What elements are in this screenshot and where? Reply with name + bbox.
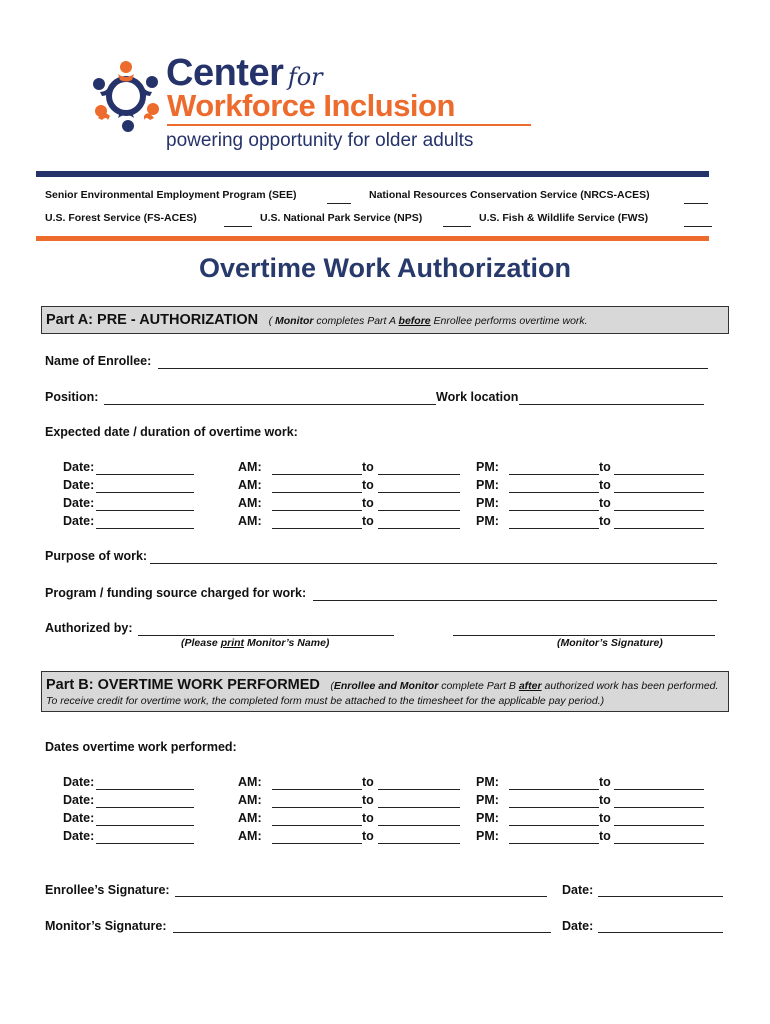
pm-to-label: to: [599, 793, 611, 807]
enrollee-signature-field[interactable]: [175, 896, 547, 897]
am-label: AM:: [238, 793, 262, 807]
am-end-field[interactable]: [378, 789, 460, 790]
enrollee-date-field[interactable]: [598, 896, 723, 897]
am-label: AM:: [238, 811, 262, 825]
pm-start-field[interactable]: [509, 843, 599, 844]
monitor-signature-field[interactable]: [453, 635, 715, 636]
part-b-note: (Enrollee and Monitor complete Part B after authorized work has been performed.: [330, 680, 719, 692]
date-label: Date:: [63, 460, 95, 474]
date-label: Date:: [63, 775, 95, 789]
pm-to-label: to: [599, 829, 611, 843]
program-fs: U.S. Forest Service (FS-ACES): [45, 212, 197, 224]
am-start-field[interactable]: [272, 492, 362, 493]
program-funding-label: Program / funding source charged for work:: [45, 586, 307, 600]
am-to-label: to: [362, 460, 374, 474]
pm-end-field[interactable]: [614, 825, 704, 826]
am-end-field[interactable]: [378, 825, 460, 826]
date-field[interactable]: [96, 492, 194, 493]
program-nps-blank[interactable]: [443, 226, 471, 227]
am-label: AM:: [238, 775, 262, 789]
logo-tagline: powering opportunity for older adults: [166, 130, 474, 151]
pm-end-field[interactable]: [614, 492, 704, 493]
am-start-field[interactable]: [272, 528, 362, 529]
pm-to-label: to: [599, 460, 611, 474]
date-field[interactable]: [96, 789, 194, 790]
logo-workforce-inclusion: Workforce Inclusion: [167, 88, 455, 123]
pm-label: PM:: [476, 478, 499, 492]
date-label: Date:: [63, 811, 95, 825]
date-field[interactable]: [96, 807, 194, 808]
program-see-blank[interactable]: [327, 203, 351, 204]
program-funding-field[interactable]: [313, 600, 717, 601]
logo-for-text: for: [287, 63, 323, 91]
part-b-header: [41, 671, 729, 712]
name-of-enrollee-label: Name of Enrollee:: [45, 354, 152, 368]
work-location-label: Work location: [436, 390, 519, 404]
pm-label: PM:: [476, 496, 499, 510]
page-title: Overtime Work Authorization: [198, 253, 572, 283]
am-to-label: to: [362, 793, 374, 807]
date-label: Date:: [63, 478, 95, 492]
dates-performed-label: Dates overtime work performed:: [45, 740, 237, 754]
am-to-label: to: [362, 514, 374, 528]
am-end-field[interactable]: [378, 528, 460, 529]
date-label: Date:: [63, 793, 95, 807]
am-end-field[interactable]: [378, 492, 460, 493]
logo-center-text: Center: [166, 52, 284, 94]
pm-label: PM:: [476, 460, 499, 474]
date-label: Date:: [63, 514, 95, 528]
part-a-title: Part A: PRE - AUTHORIZATION: [46, 312, 259, 328]
authorized-by-label: Authorized by:: [45, 621, 133, 635]
enrollee-signature-label: Enrollee’s Signature:: [45, 883, 170, 897]
part-b-note-line2: To receive credit for overtime work, the completed form must be attached to the timesheet for the applicable pay period.): [46, 695, 605, 707]
pm-to-label: to: [599, 775, 611, 789]
monitor-name-field[interactable]: [138, 635, 394, 636]
pm-label: PM:: [476, 793, 499, 807]
program-fs-blank[interactable]: [224, 226, 252, 227]
program-fws: U.S. Fish & Wildlife Service (FWS): [479, 212, 649, 224]
am-end-field[interactable]: [378, 510, 460, 511]
am-to-label: to: [362, 496, 374, 510]
am-label: AM:: [238, 829, 262, 843]
pm-end-field[interactable]: [614, 843, 704, 844]
am-end-field[interactable]: [378, 843, 460, 844]
am-to-label: to: [362, 478, 374, 492]
pm-start-field[interactable]: [509, 528, 599, 529]
pm-end-field[interactable]: [614, 510, 704, 511]
am-to-label: to: [362, 811, 374, 825]
date-label: Date:: [63, 496, 95, 510]
am-label: AM:: [238, 514, 262, 528]
program-nps: U.S. National Park Service (NPS): [260, 212, 423, 224]
am-start-field[interactable]: [272, 843, 362, 844]
purpose-label: Purpose of work:: [45, 549, 148, 563]
work-location-field[interactable]: [519, 404, 704, 405]
am-start-field[interactable]: [272, 825, 362, 826]
date-field[interactable]: [96, 510, 194, 511]
name-of-enrollee-field[interactable]: [158, 368, 708, 369]
signature-caption: (Monitor’s Signature): [557, 637, 663, 649]
am-start-field[interactable]: [272, 510, 362, 511]
pm-label: PM:: [476, 775, 499, 789]
pm-label: PM:: [476, 811, 499, 825]
monitor-signature-label: Monitor’s Signature:: [45, 919, 167, 933]
pm-start-field[interactable]: [509, 510, 599, 511]
pm-start-field[interactable]: [509, 807, 599, 808]
position-field[interactable]: [104, 404, 436, 405]
date-field[interactable]: [96, 843, 194, 844]
am-start-field[interactable]: [272, 807, 362, 808]
position-label: Position:: [45, 390, 99, 404]
program-fws-blank[interactable]: [684, 226, 712, 227]
am-end-field[interactable]: [378, 474, 460, 475]
pm-end-field[interactable]: [614, 474, 704, 475]
am-start-field[interactable]: [272, 789, 362, 790]
pm-end-field[interactable]: [614, 807, 704, 808]
expected-date-label: Expected date / duration of overtime work:: [45, 425, 298, 439]
am-to-label: to: [362, 775, 374, 789]
gear-people-logo-icon: [88, 58, 164, 134]
pm-label: PM:: [476, 829, 499, 843]
pm-to-label: to: [599, 811, 611, 825]
am-label: AM:: [238, 460, 262, 474]
pm-start-field[interactable]: [509, 789, 599, 790]
pm-end-field[interactable]: [614, 528, 704, 529]
print-name-caption: (Please print Monitor’s Name): [181, 637, 330, 649]
pm-to-label: to: [599, 514, 611, 528]
pm-to-label: to: [599, 478, 611, 492]
date-field[interactable]: [96, 825, 194, 826]
part-b-title: Part B: OVERTIME WORK PERFORMED: [46, 677, 320, 693]
program-nrcs-blank[interactable]: [684, 203, 708, 204]
program-see: Senior Environmental Employment Program (SEE): [45, 189, 297, 201]
program-nrcs: National Resources Conservation Service (NRCS-ACES): [369, 189, 650, 201]
pm-start-field[interactable]: [509, 825, 599, 826]
monitor-date-label: Date:: [562, 919, 594, 933]
header-rule-orange: [36, 236, 709, 241]
date-field[interactable]: [96, 528, 194, 529]
purpose-field[interactable]: [150, 563, 717, 564]
pm-end-field[interactable]: [614, 789, 704, 790]
am-start-field[interactable]: [272, 474, 362, 475]
am-label: AM:: [238, 478, 262, 492]
am-end-field[interactable]: [378, 807, 460, 808]
part-a-note: ( Monitor completes Part A before Enrollee performs overtime work.: [268, 315, 588, 327]
monitor-final-signature-field[interactable]: [173, 932, 551, 933]
pm-start-field[interactable]: [509, 474, 599, 475]
pm-to-label: to: [599, 496, 611, 510]
am-to-label: to: [362, 829, 374, 843]
monitor-date-field[interactable]: [598, 932, 723, 933]
date-field[interactable]: [96, 474, 194, 475]
date-label: Date:: [63, 829, 95, 843]
pm-label: PM:: [476, 514, 499, 528]
enrollee-date-label: Date:: [562, 883, 594, 897]
pm-start-field[interactable]: [509, 492, 599, 493]
part-a-header: [41, 306, 729, 334]
am-label: AM:: [238, 496, 262, 510]
header-rule-navy: [36, 171, 709, 177]
logo-underline: [167, 124, 531, 126]
